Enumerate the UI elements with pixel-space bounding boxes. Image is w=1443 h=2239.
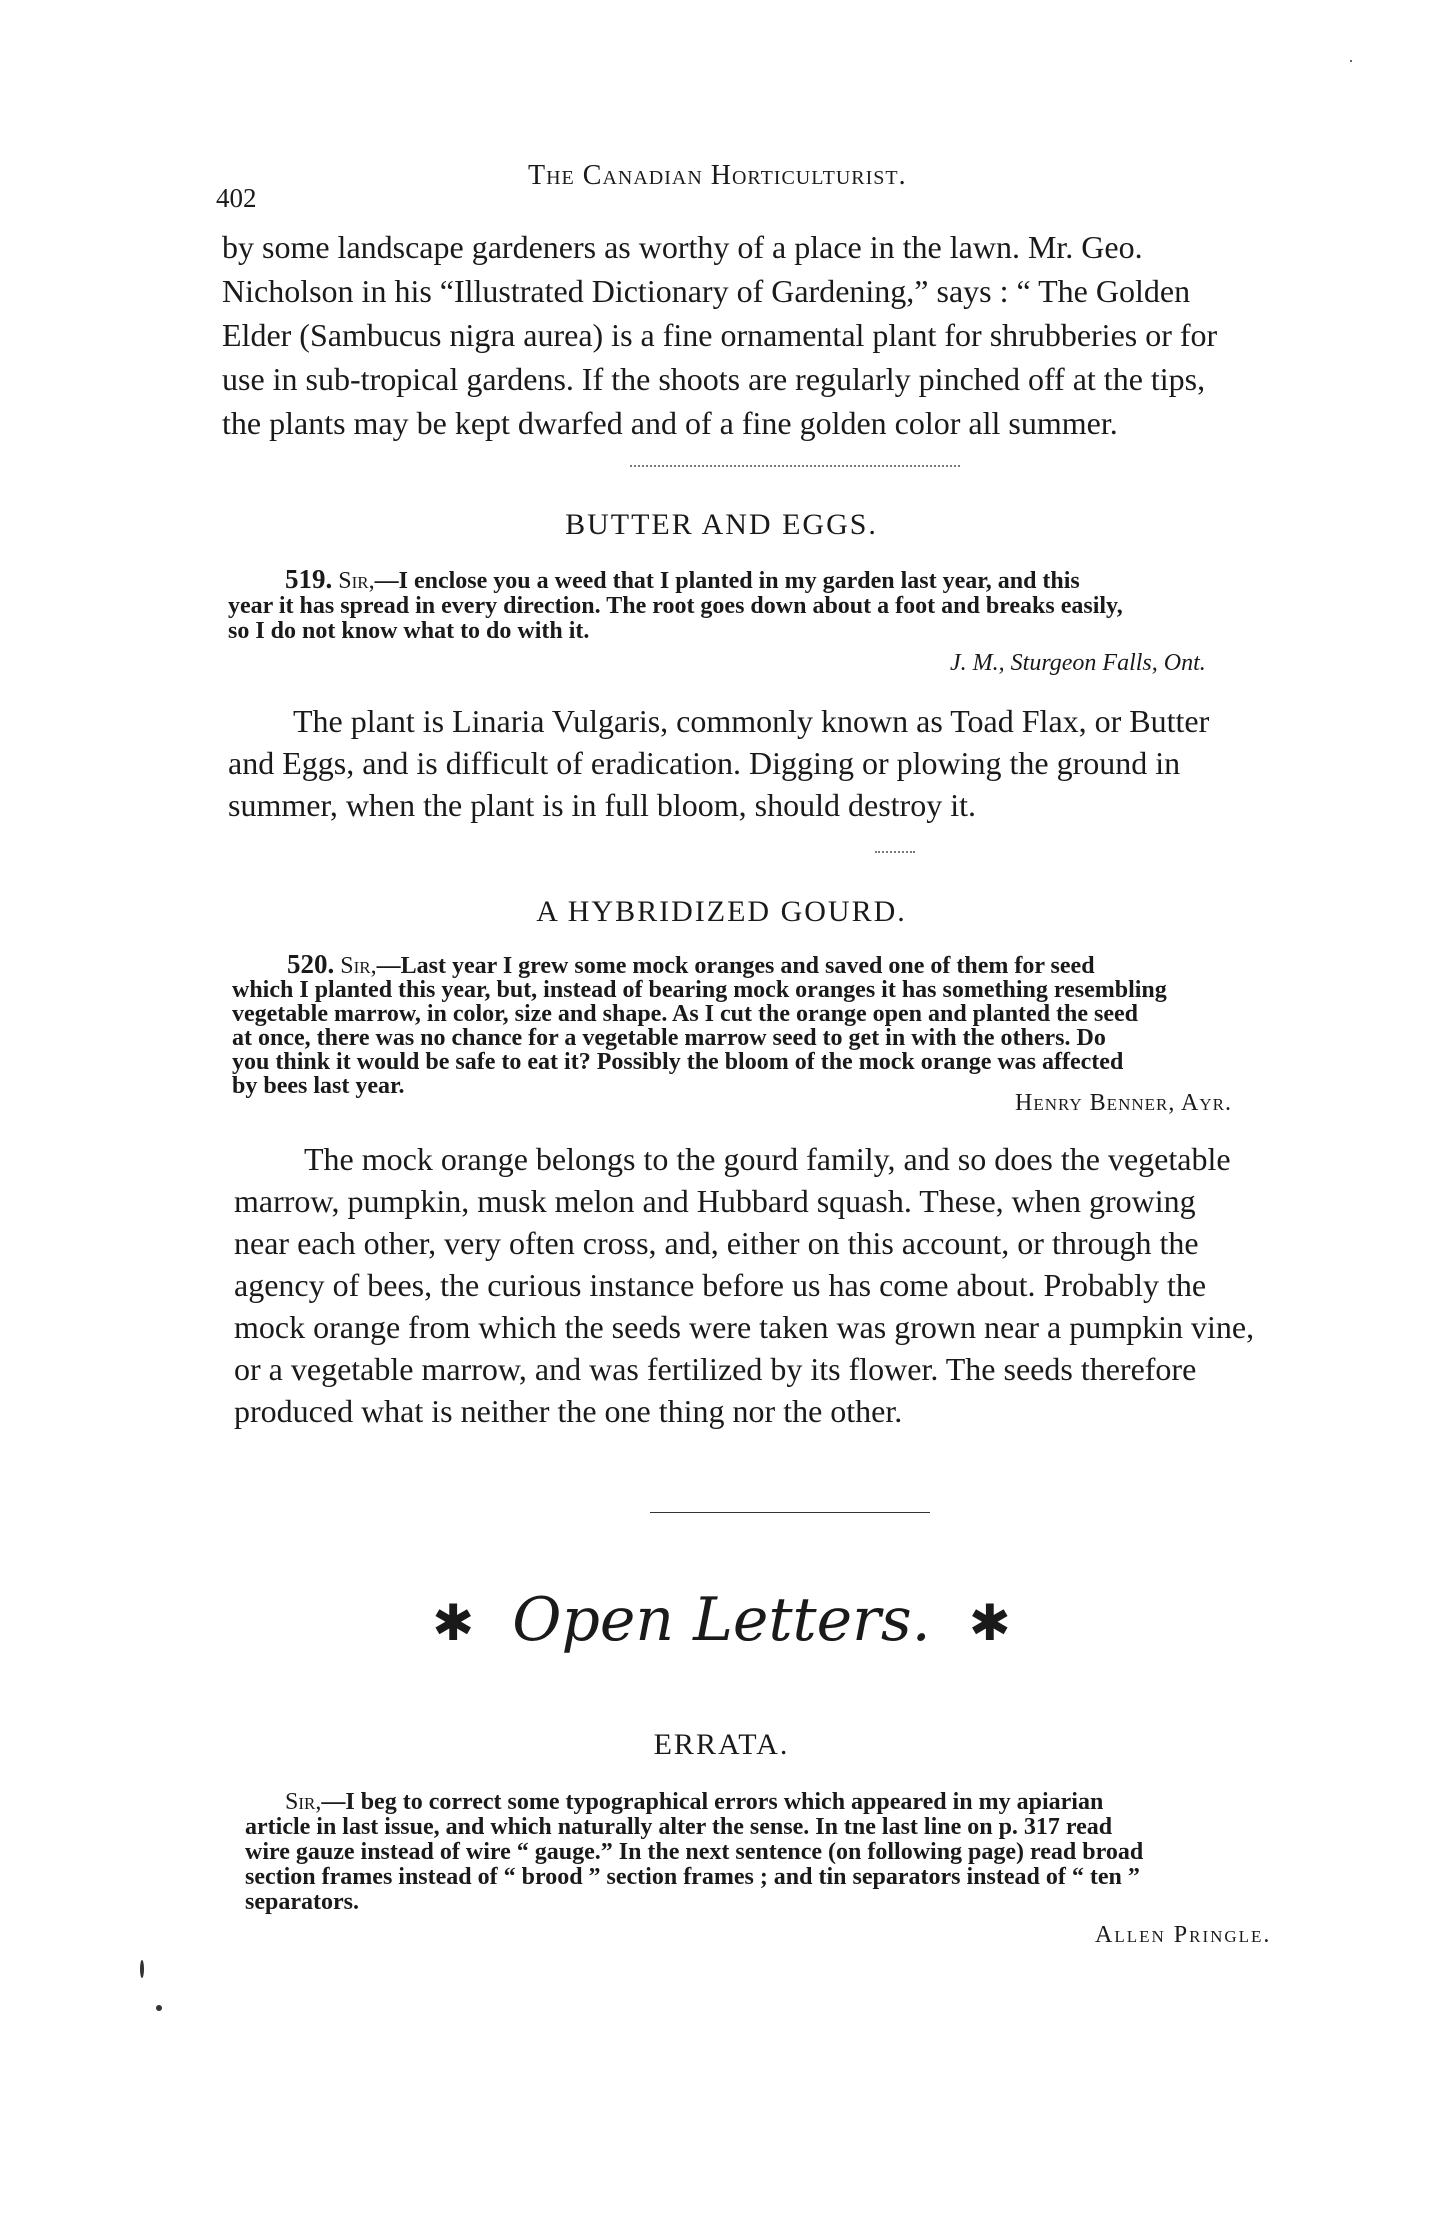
letter-line: at once, there was no chance for a vegetable marrow seed to get in with the others. Do: [232, 1025, 1106, 1051]
query-number: 519.: [285, 564, 333, 594]
letter-line: [228, 564, 1333, 594]
letter-line: so I do not know what to do with it.: [228, 618, 590, 644]
intro-line: use in sub-tropical gardens. If the shoots are regularly pinched off at the tips,: [222, 361, 1206, 397]
answer-line: agency of bees, the curious instance before us has come about. Probably the: [234, 1267, 1207, 1303]
salutation: Sir,: [285, 1789, 322, 1815]
answer-line: near each other, very often cross, and, either on this account, or through the: [234, 1225, 1199, 1261]
intro-line: Elder (Sambucus nigra aurea) is a fine ornamental plant for shrubberies or for: [222, 317, 1218, 353]
section-heading-butter-and-eggs: BUTTER AND EGGS.: [565, 508, 878, 541]
scan-mark: [140, 1960, 144, 1978]
signature-519: J. M., Sturgeon Falls, Ont.: [950, 650, 1206, 676]
answer-line: marrow, pumpkin, musk melon and Hubbard squash. These, when growing: [234, 1183, 1196, 1219]
asterisk-ornament-icon: ✱: [432, 1594, 475, 1652]
asterisk-ornament-icon: ✱: [968, 1594, 1011, 1652]
banner-title: Open Letters.: [512, 1585, 931, 1655]
answer-line: or a vegetable marrow, and was fertilized by its flower. The seeds therefore: [234, 1351, 1197, 1387]
intro-line: Nicholson in his “Illustrated Dictionary of Gardening,” says : “ The Golden: [222, 273, 1191, 309]
section-rule: [650, 1512, 930, 1513]
answer-519: [228, 700, 1333, 826]
letter-text: —Last year I grew some mock oranges and saved one of them for seed: [376, 953, 1095, 979]
errata-line: [245, 1790, 1350, 1815]
errata-letter: [245, 1790, 1350, 1915]
page-number: 402: [216, 183, 257, 213]
intro-line: the plants may be kept dwarfed and of a fine golden color all summer.: [222, 405, 1118, 441]
query-number: 520.: [287, 949, 335, 979]
section-heading-hybridized-gourd: A HYBRIDIZED GOURD.: [536, 895, 907, 928]
answer-line: produced what is neither the one thing nor the other.: [234, 1393, 903, 1429]
answer-line: The plant is Linaria Vulgaris, commonly known as Toad Flax, or Butter: [293, 703, 1210, 739]
answer-line: mock orange from which the seeds were taken was grown near a pumpkin vine,: [234, 1309, 1255, 1345]
scan-mark: [1350, 60, 1352, 62]
errata-signature: Allen Pringle.: [1095, 1922, 1272, 1948]
section-divider: [630, 465, 960, 467]
salutation: Sir,: [340, 953, 377, 979]
errata-line: separators.: [245, 1889, 359, 1915]
letter-line: which I planted this year, but, instead of bearing mock oranges it has something resembling: [232, 977, 1167, 1003]
answer-line: and Eggs, and is difficult of eradication. Digging or plowing the ground in: [228, 745, 1181, 781]
answer-line: summer, when the plant is in full bloom, should destroy it.: [228, 787, 976, 823]
answer-line: The mock orange belongs to the gourd family, and so does the vegetable: [304, 1141, 1231, 1177]
running-title: The Canadian Horticulturist.: [528, 160, 907, 191]
errata-text: —I beg to correct some typographical errors which appeared in my apiarian: [321, 1789, 1104, 1815]
signature-520: Henry Benner, Ayr.: [1015, 1090, 1232, 1116]
letter-519: [228, 564, 1333, 644]
section-divider: [875, 851, 915, 853]
letter-line: year it has spread in every direction. The root goes down about a foot and breaks easily,: [228, 593, 1123, 619]
letter-line: [232, 949, 1342, 979]
salutation: Sir,: [338, 568, 375, 594]
letter-line: vegetable marrow, in color, size and shape. As I cut the orange open and planted the seed: [232, 1001, 1139, 1027]
errata-heading: ERRATA.: [653, 1728, 790, 1761]
intro-paragraph: [222, 225, 1330, 445]
scan-mark: [156, 2005, 162, 2011]
errata-line: section frames instead of “ brood ” section frames ; and tin separators instead of “ ten ”: [245, 1864, 1140, 1890]
intro-line: by some landscape gardeners as worthy of a place in the lawn. Mr. Geo.: [222, 229, 1143, 265]
errata-line: wire gauze instead of wire “ gauge.” In the next sentence (on following page) read broad: [245, 1839, 1144, 1865]
letter-520: [232, 949, 1342, 1099]
letter-line: by bees last year.: [232, 1073, 405, 1099]
answer-520: [234, 1138, 1342, 1432]
open-letters-banner: [0, 1585, 1443, 1655]
errata-line: article in last issue, and which naturally alter the sense. In tne last line on p. 317 read: [245, 1814, 1113, 1840]
letter-line: you think it would be safe to eat it? Possibly the bloom of the mock orange was affected: [232, 1049, 1124, 1075]
letter-text: —I enclose you a weed that I planted in my garden last year, and this: [374, 568, 1080, 594]
